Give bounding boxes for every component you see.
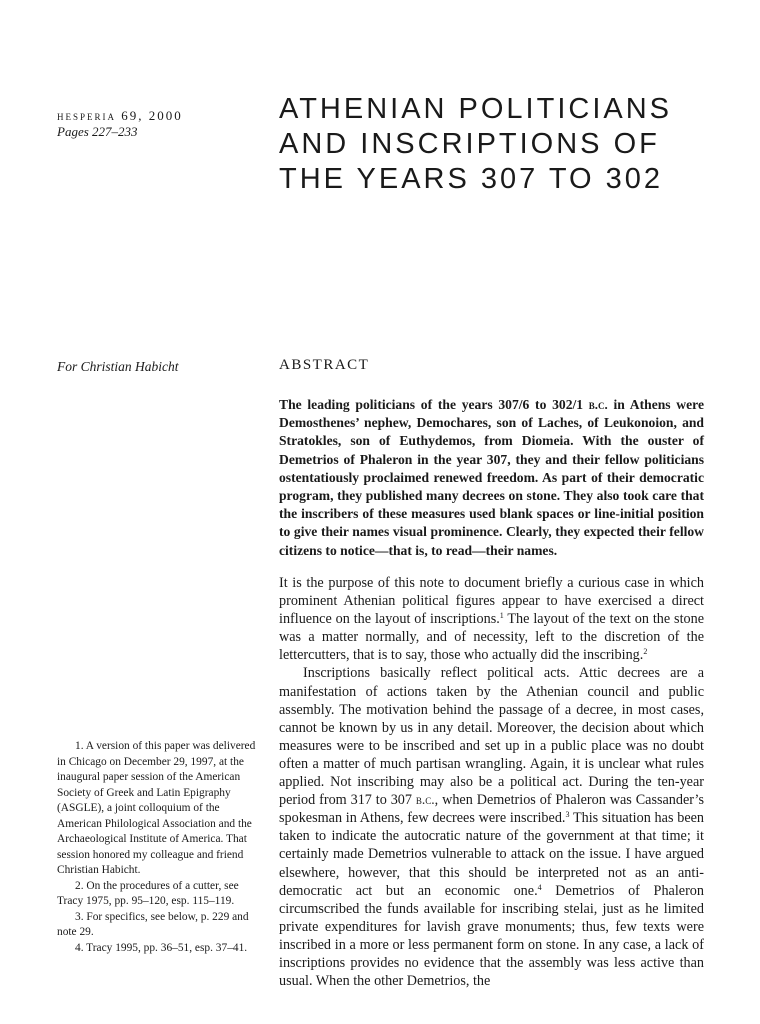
body-paragraph-1 (279, 574, 704, 664)
footnote-2: 2. On the procedures of a cutter, see Tracy 1975, pp. 95–120, esp. 115–119. (57, 879, 239, 907)
abstract-era: b.c. (588, 397, 608, 412)
body-p2-era: b.c. (415, 792, 435, 808)
footnote-ref-2[interactable]: 2 (643, 647, 648, 657)
body-p2-c: This situation has been taken to indicate the autocratic nature of the government at that time; it certainly made Demetrios vulnerable to attack on the issue. I have argued elsewhere, however, that this should be interpreted not as an anti-democratic act but an economic one. (279, 810, 705, 899)
body-p1-b: The layout of the text on the stone was a matter normally, and of necessity, left to the discretion of the lettercutters, that is to say, those who actually did the inscribing. (279, 611, 704, 664)
title-line-3: THE YEARS 307 TO 302 (279, 163, 664, 195)
journal-name: hesperia 69, 2000 (57, 108, 183, 123)
journal-info (57, 108, 257, 140)
footnote-3: 3. For specifics, see below, p. 229 and note 29. (57, 910, 249, 938)
abstract-text (279, 396, 704, 560)
footnote-4: 4. Tracy 1995, pp. 36–51, esp. 37–41. (75, 941, 248, 954)
journal-pages: Pages 227–233 (57, 124, 138, 139)
abstract-text-b: in Athens were Demosthenes’ nephew, Demochares, son of Laches, of Leukonoion, and Stratokles, son of Euthydemos, from Diomeia. With the ouster of Demetrios of Phaleron in the year 307, they and their fellow politicians ostentatiously proclaimed renewed freedom. As part of their democratic program, they published many decrees on stone. They also took care that the inscribers of these measures used blank spaces or line-initial position to give their names visual prominence. Clearly, they expected their fellow citizens to notice—that is, to read—their names. (279, 397, 704, 558)
footnote-ref-1[interactable]: 1 (499, 611, 504, 621)
body-p2-b: , when Demetrios of Phaleron was Cassander’s spokesman in Athens, few decrees were inscribed. (279, 792, 704, 827)
dedication: For Christian Habicht (57, 359, 179, 374)
body-text (279, 574, 704, 990)
body-p1-a: It is the purpose of this note to document briefly a curious case in which prominent Athenian political figures appear to have exercised a direct influence on the layout of inscriptions. (279, 575, 704, 628)
body-p2-d: Demetrios of Phaleron circumscribed the funds available for inscribing stelai, just as he limited private expenditures for lavish grave monuments; thus, few texts were inscribed in a more or less permanent form on stone. In any case, a lack of inscriptions provides no evidence that the assembly was less active than usual. When the other Demetrios, the (279, 882, 704, 990)
body-p2-a: Inscriptions basically reflect political acts. Attic decrees are a manifestation of actions taken by the Athenian council and public assembly. The motivation behind the passage of a decree, in most cases, cannot be known by us in any detail. Moreover, the decision about which measures were to be inscribed and set up in a public place was no doubt often a matter of much partisan wrangling. Again, it is unclear what rules applied. Not inscribing may also be a political act. During the ten-year period from 317 to 307 (279, 665, 704, 809)
footnote-ref-4[interactable]: 4 (537, 882, 542, 892)
footnotes (57, 739, 258, 956)
abstract-text-a: The leading politicians of the years 307/6 to 302/1 (279, 397, 589, 412)
body-paragraph-2 (279, 664, 704, 990)
footnote-ref-3[interactable]: 3 (565, 810, 570, 820)
title-line-1: ATHENIAN POLITICIANS (279, 93, 673, 125)
article-title (279, 92, 739, 197)
footnote-1: 1. A version of this paper was delivered in Chicago on December 29, 1997, at the inaugural paper session of the American Society of Greek and Latin Epigraphy (ASGLE), a joint colloquium of the American Philological Association and the Archaeological Institute of America. That session honored my colleague and friend Christian Habicht. (57, 740, 256, 876)
title-line-2: AND INSCRIPTIONS OF (279, 128, 660, 160)
abstract-heading: ABSTRACT (279, 357, 370, 373)
